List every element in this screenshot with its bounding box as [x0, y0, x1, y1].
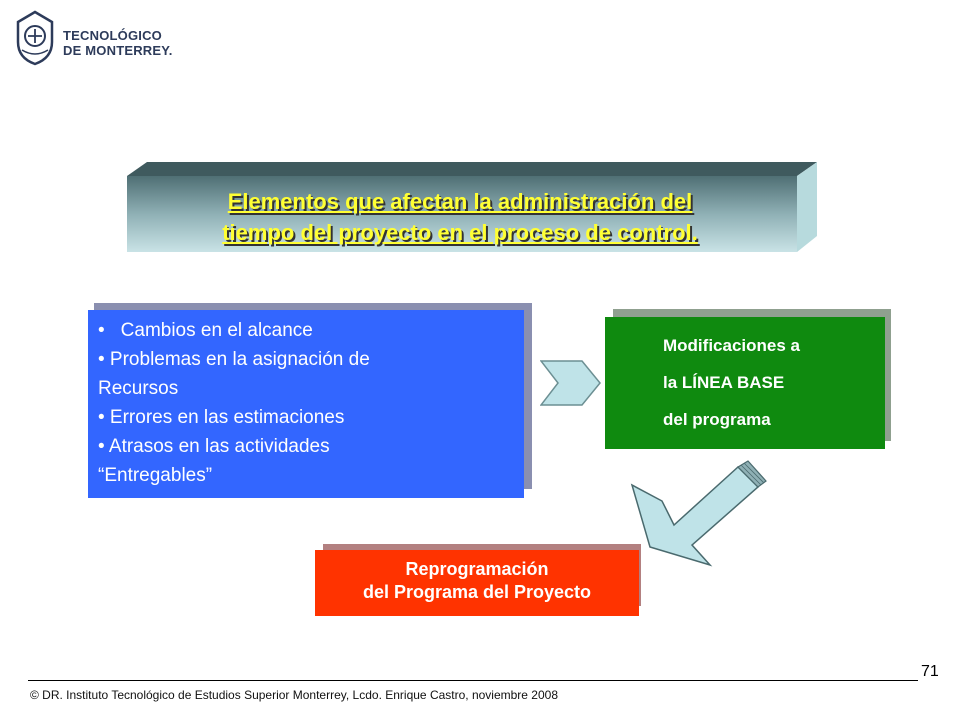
logo-line-1: TECNOLÓGICO [63, 28, 162, 43]
title-line-1: Elementos que afectan la administración del [227, 189, 693, 214]
logo-line-2: DE MONTERREY. [63, 43, 173, 58]
reprogramming-box [315, 550, 639, 616]
reprogramming-line-1: Reprogramación [405, 559, 549, 579]
baseline-line-2: la LÍNEA BASE [663, 373, 785, 392]
factor-item-4: • Atrasos en las actividades [98, 436, 330, 457]
title-line-2: tiempo del proyecto en el proceso de control. [222, 220, 698, 245]
factor-item-2: • Problemas en la asignación de [98, 349, 370, 370]
factors-box [88, 310, 524, 498]
baseline-line-1: Modificaciones a [663, 336, 800, 355]
factor-item-3: • Errores en las estimaciones [98, 407, 345, 428]
page-number: 71 [921, 663, 939, 680]
slide-title [140, 186, 780, 248]
down-left-arrow-icon [620, 455, 770, 575]
factor-item-4-cont: “Entregables” [98, 465, 213, 486]
reprogramming-line-2: del Programa del Proyecto [362, 582, 592, 602]
footer-copyright: © DR. Instituto Tecnológico de Estudios Superior Monterrey, Lcdo. Enrique Castro, noviembre 2008 [30, 688, 559, 702]
factor-item-2-cont: Recursos [98, 378, 179, 399]
factor-item-1: • Cambios en el alcance [98, 320, 313, 341]
tec-monterrey-seal-icon [12, 8, 58, 66]
tec-monterrey-wordmark [63, 28, 173, 58]
chevron-right-arrow-icon [540, 360, 602, 406]
footer-divider [28, 680, 918, 681]
baseline-box [605, 317, 885, 449]
baseline-line-3: del programa [663, 410, 771, 429]
